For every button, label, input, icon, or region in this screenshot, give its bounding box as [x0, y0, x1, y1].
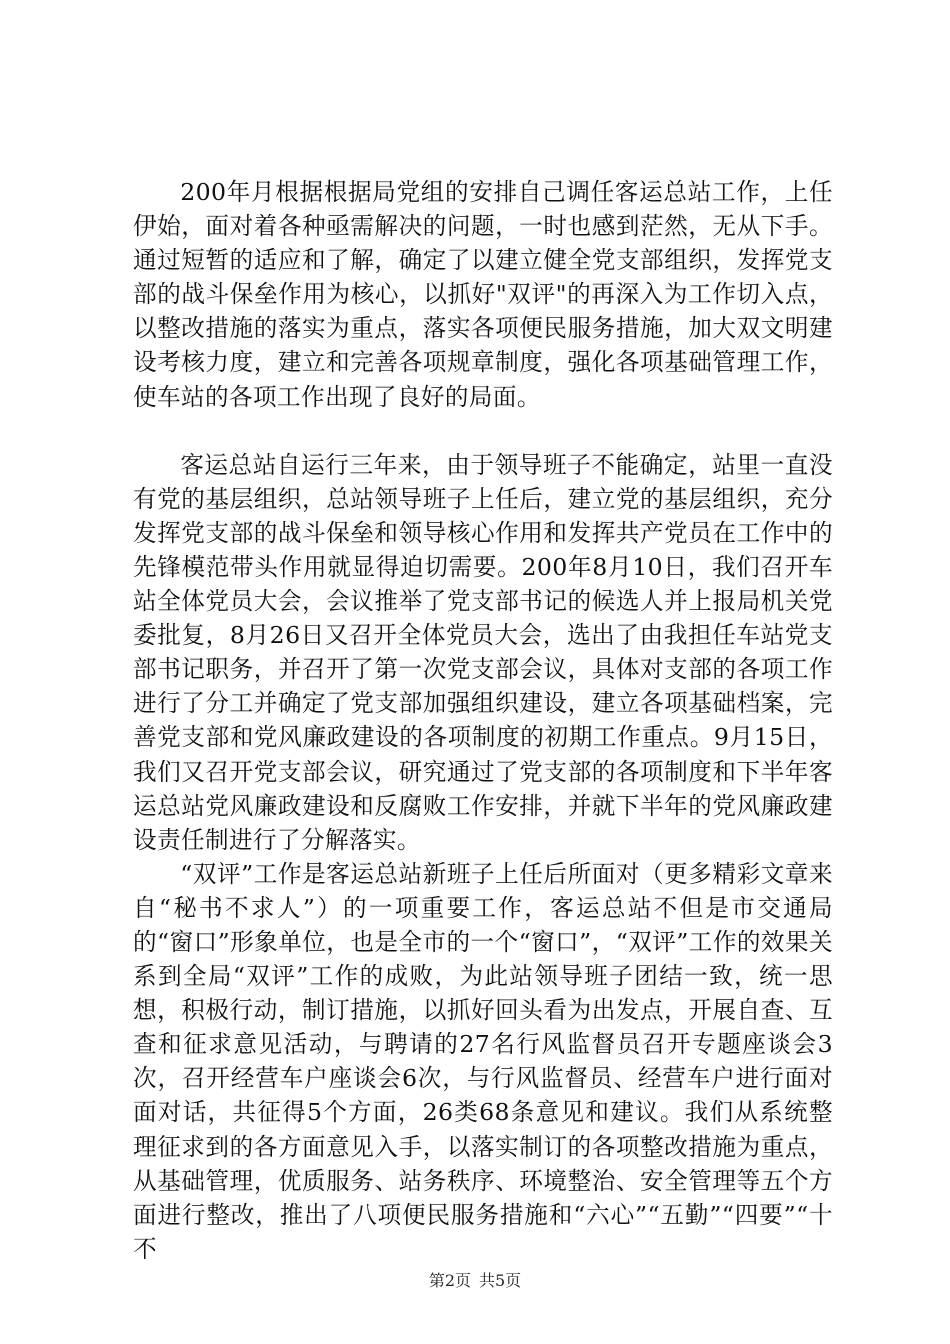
paragraph-3: “双评”工作是客运总站新班子上任后所面对（更多精彩文章来自“秘书不求人”）的一项重要工作，客运总站不但是市交通局的“窗口”形象单位，也是全市的一个“窗口”，“双评”工作的效果关系到全局“双评”工作的成败，为此站领导班子团结一致，统一思想，积极行动，制订措施，以抓好回头看为出发点，开展自查、互查和征求意见活动，与聘请的27名行风监督员召开专题座谈会3次，召开经营车户座谈会6次，与行风监督员、经营车户进行面对面对话，共征得5个方面，26类68条意见和建议。我们从系统整理征求到的各方面意见入手，以落实制订的各项整改措施为重点，从基础管理，优质服务、站务秩序、环境整治、安全管理等五个方面进行整改，推出了八项便民服务措施和“六心”“五勤”“四要”“十不 — [133, 859, 833, 1263]
document-body — [133, 175, 833, 1266]
paragraph-spacer — [133, 414, 833, 448]
paragraph-2: 客运总站自运行三年来，由于领导班子不能确定，站里一直没有党的基层组织，总站领导班子上任后，建立党的基层组织，充分发挥党支部的战斗保垒和领导核心作用和发挥共产党员在工作中的先锋模范带头作用就显得迫切需要。200年8月10日，我们召开车站全体党员大会，会议推举了党支部书记的候选人并上报局机关党委批复，8月26日又召开全体党员大会，选出了由我担任车站党支部书记职务，并召开了第一次党支部会议，具体对支部的各项工作进行了分工并确定了党支部加强组织建设，建立各项基础档案，完善党支部和党风廉政建设的各项制度的初期工作重点。9月15日，我们又召开党支部会议，研究通过了党支部的各项制度和下半年客运总站党风廉政建设和反腐败工作安排，并就下半年的党风廉政建设责任制进行了分解落实。 — [133, 450, 833, 854]
paragraph-1: 200年月根据根据局党组的安排自己调任客运总站工作，上任伊始，面对着各种亟需解决的问题，一时也感到茫然，无从下手。通过短暂的适应和了解，确定了以建立健全党支部组织，发挥党支部的战斗保垒作用为核心，以抓好"双评"的再深入为工作切入点，以整改措施的落实为重点，落实各项便民服务措施，加大双文明建设考核力度，建立和完善各项规章制度，强化各项基础管理工作，使车站的各项工作出现了良好的局面。 — [133, 178, 833, 411]
page-number-total: 共5页 — [479, 1271, 522, 1290]
page-footer — [0, 1271, 950, 1291]
page-number-current: 第2页 — [428, 1271, 471, 1290]
